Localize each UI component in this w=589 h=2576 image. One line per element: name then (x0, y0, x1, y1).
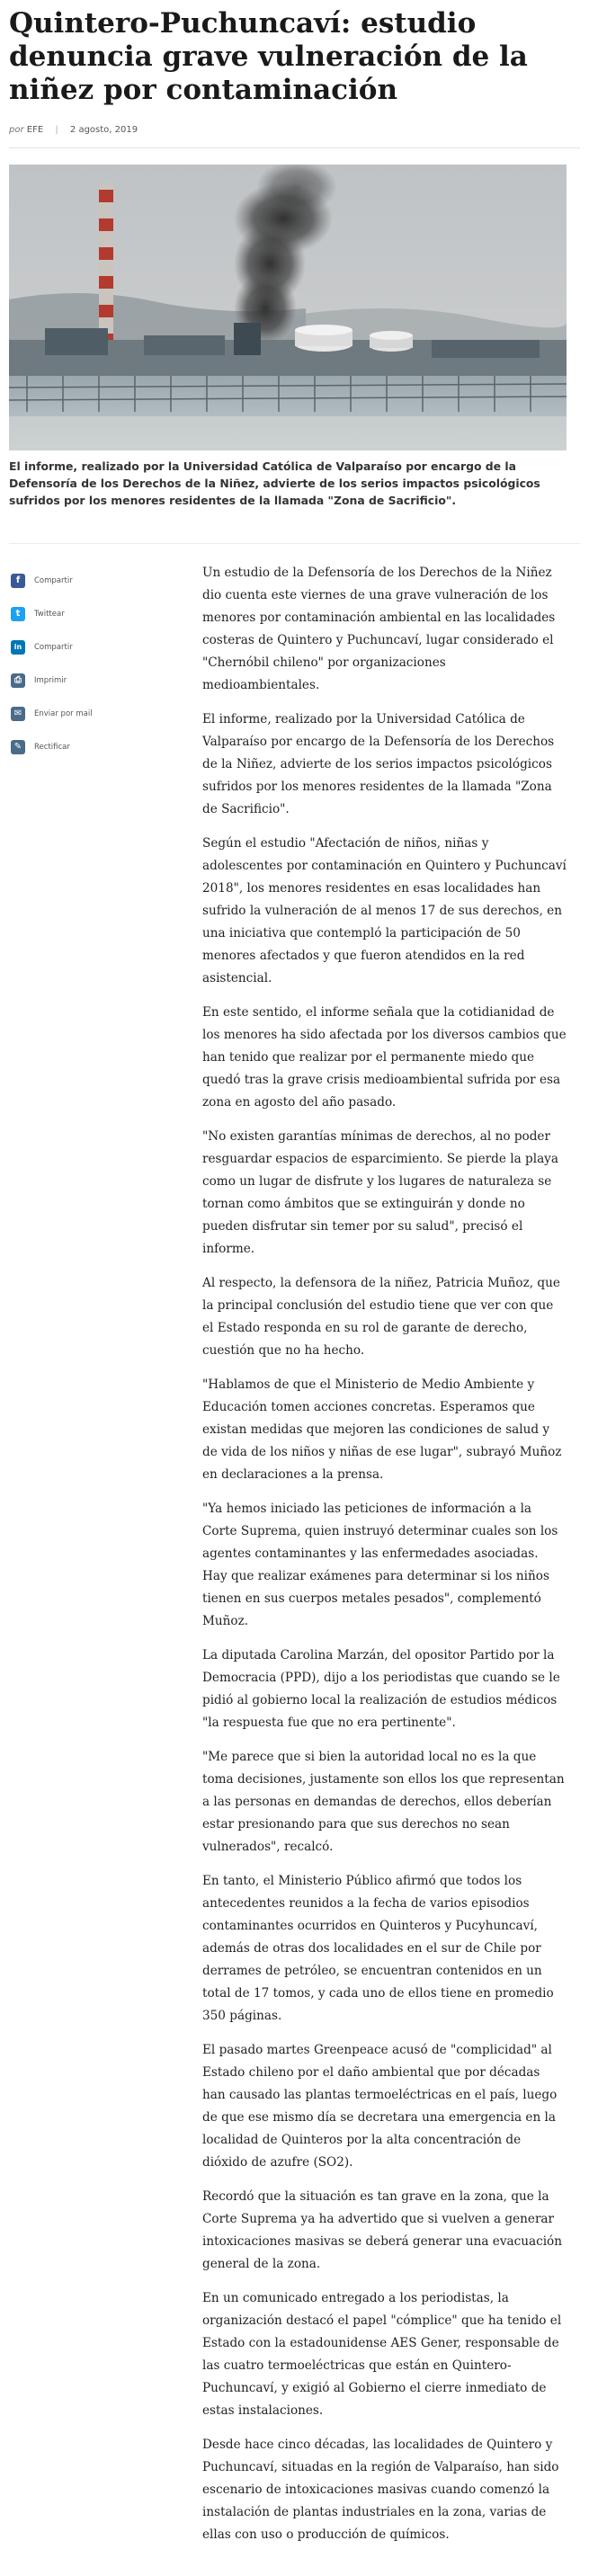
paragraph: "No existen garantías mínimas de derechos, al no poder resguardar espacios de esparcimiento. Se pierde la playa como un lugar de disfrute y los lugares de naturaleza se tornan como ámbitos que se extinguirán y donde no pueden disfrutar sin temer por su salud", precisó el informe. (202, 1129, 558, 1256)
paragraph: En este sentido, el informe señala que la cotidianidad de los menores ha sido afectada por los diversos cambios que han tenido que realizar por el permanente miedo que quedó tras la grave crisis medioambiental sufrida por esa zona en agosto del año pasado. (202, 1005, 567, 1110)
byline-separator: | (55, 125, 58, 135)
mail-icon: ✉ (11, 707, 25, 721)
print-button[interactable] (9, 664, 202, 697)
byline-author[interactable]: EFE (26, 125, 44, 135)
share-label: Rectificar (34, 742, 70, 752)
byline-date: 2 agosto, 2019 (69, 125, 138, 135)
paragraph: Desde hace cinco décadas, las localidades de Quintero y Puchuncaví, situadas en la región de Valparaíso, han sido escenario de intoxicaciones masivas cuando comenzó la instalación de plantas industriales en la zona, varias de ellas con uso o producción de químicos. (202, 2438, 559, 2542)
article-body (9, 543, 580, 2558)
article-text (202, 555, 567, 2558)
linkedin-icon: in (11, 640, 25, 655)
paragraph: Recordó que la situación es tan grave en la zona, que la Corte Suprema ya ha advertido que si vuelven a generar intoxicaciones masivas se deberá generar una evacuación general de la zona. (202, 2189, 562, 2271)
share-label: Compartir (34, 642, 73, 652)
twitter-icon: t (11, 607, 25, 621)
paragraph: El informe, realizado por la Universidad Católica de Valparaíso por encargo de la Defensoría de los Derechos de la Niñez, advierte de los serios impactos psicológicos sufridos por los menores residentes de la llamada "Zona de Sacrificio". (202, 712, 555, 816)
email-button[interactable] (9, 697, 202, 730)
share-label: Imprimir (34, 675, 67, 685)
share-facebook-button[interactable] (9, 564, 202, 597)
share-twitter-button[interactable] (9, 597, 202, 630)
paragraph: Al respecto, la defensora de la niñez, Patricia Muñoz, que la principal conclusión del estudio tiene que ver con que el Estado responda en su rol de garante de derecho, cuestión que no ha hecho. (202, 1276, 560, 1358)
paragraph: Según el estudio "Afectación de niños, niñas y adolescentes por contaminación en Quintero y Puchuncaví 2018", los menores residentes en esas localidades han sufrido la vulneración de al menos 17 de sus derechos, en una iniciativa que contempló la participación de 50 menores afectados y que fueron atendidos en la red asistencial. (202, 836, 567, 985)
paragraph: Un estudio de la Defensoría de los Derechos de la Niñez dio cuenta este viernes de una grave vulneración de los menores por contaminación ambiental en las localidades costeras de Quintero y Puchuncaví, lugar considerado el "Chernóbil chileno" por organizaciones medioambientales. (202, 566, 556, 692)
edit-icon: ✎ (11, 740, 25, 754)
share-label: Compartir (34, 575, 73, 585)
facebook-icon: f (11, 574, 25, 588)
article-title: Quintero-Puchuncaví: estudio denuncia grave vulneración de la niñez por contaminación (9, 7, 528, 106)
paragraph: "Hablamos de que el Ministerio de Medio Ambiente y Educación tomen acciones concretas. Esperamos que existan medidas que mejoren las condiciones de salud y de vida de los niños y niñas de ese lugar", subrayó Muñoz en declaraciones a la prensa. (202, 1377, 562, 1482)
rectify-button[interactable] (9, 730, 202, 763)
paragraph: En un comunicado entregado a los periodistas, la organización destacó el papel "cómplice" que ha tenido el Estado con la estadounidense AES Gener, responsable de las cuatro termoeléctricas que están en Quintero-Puchuncaví, y exigió al Gobierno el cierre inmediato de estas instalaciones. (202, 2291, 562, 2418)
paragraph: La diputada Carolina Marzán, del opositor Partido por la Democracia (PPD), dijo a los periodistas que cuando se le pidió al gobierno local la realización de estudios médicos "la respuesta fue que no era pertinente". (202, 1648, 560, 1730)
image-caption: El informe, realizado por la Universidad Católica de Valparaíso por encargo de la Defensoría de los Derechos de la Niñez, advierte de los serios impactos psicológicos sufridos por los menores residentes de la llamada "Zona de Sacrificio". (9, 459, 540, 507)
byline (9, 125, 580, 135)
industrial-smokestack-photo (9, 165, 567, 450)
print-icon: ⎙ (11, 673, 25, 688)
paragraph: En tanto, el Ministerio Público afirmó que todos los antecedentes reunidos a la fecha de varios episodios contaminantes ocurridos en Quinteros y Pucyhuncaví, además de otras dos localidades en el sur de Chile por derrames de petróleo, se encuentran contenidos en un total de 17 tomos, y cada uno de ellos tiene en promedio 350 páginas. (202, 1874, 554, 2023)
hero-image (9, 165, 567, 450)
share-label: Twittear (34, 609, 65, 619)
paragraph: "Ya hemos iniciado las peticiones de información a la Corte Suprema, quien instruyó determinar cuales son los agentes contaminantes y las enfermedades asociadas. Hay que realizar exámenes para determinar si los niños tienen en sus cuerpos metales pesados", complementó Muñoz. (202, 1502, 558, 1628)
byline-prefix: por (9, 125, 24, 135)
share-linkedin-button[interactable] (9, 630, 202, 664)
share-label: Enviar por mail (34, 709, 93, 718)
byline-bar (9, 125, 580, 148)
paragraph: El pasado martes Greenpeace acusó de "complicidad" al Estado chileno por el daño ambiental que por décadas han causado las plantas termoeléctricas en el país, luego de que ese mismo día se decretara una emergencia en la localidad de Quinteros por la alta concentración de dióxido de azufre (SO2). (202, 2043, 558, 2170)
paragraph: "Me parece que si bien la autoridad local no es la que toma decisiones, justamente son ellos los que representan a las personas en demandas de derechos, ellos deberían estar presionando para que sus derechos no sean vulnerados", recalcó. (202, 1750, 565, 1854)
share-toolbar (9, 555, 202, 2558)
